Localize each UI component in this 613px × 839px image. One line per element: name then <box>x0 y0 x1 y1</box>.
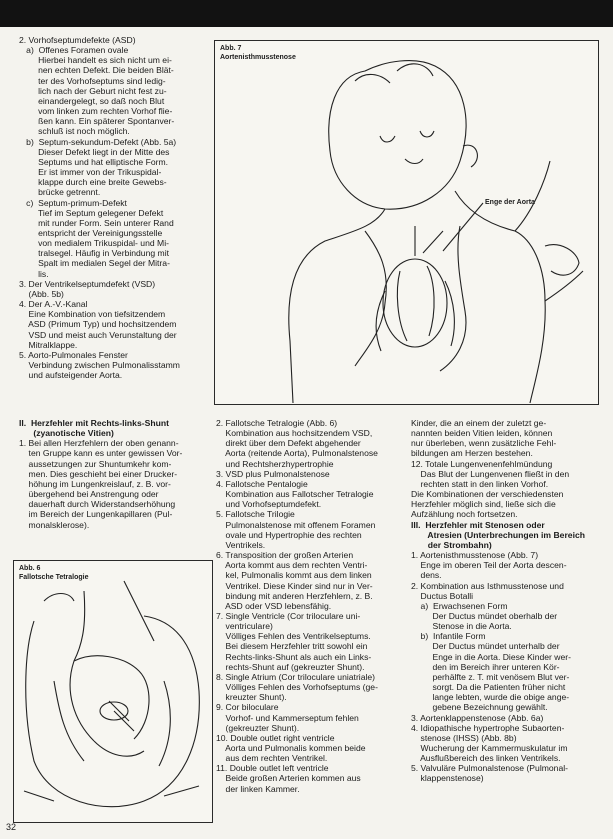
text-line: (Abb. 5b) <box>19 288 64 299</box>
text-line: sorgt. Da die Patienten früher nicht <box>411 682 566 693</box>
text-line: Hierbei handelt es sich nicht um ei- <box>19 55 172 66</box>
text-line: b) Septum-sekundum-Defekt (Abb. 5a) <box>19 136 177 147</box>
text-line: Aorta (reitende Aorta), Pulmonalstenose <box>216 448 378 459</box>
text-line: rechts-Shunt auf (gekreuzter Shunt). <box>216 661 365 672</box>
text-line: Herzfehler möglich sind, ließe sich die <box>411 499 556 510</box>
text-line: VSD und meist auch Verunstaltung der <box>19 329 177 340</box>
text-line: Tief im Septum gelegener Defekt <box>19 207 164 218</box>
text-line: Das Blut der Lungenvenen fließt in den <box>411 468 570 479</box>
page-header-bar <box>0 0 613 27</box>
figure-7-subtitle: Aortenisthmusstenose <box>220 54 296 61</box>
text-line: c) Septum-primum-Defekt <box>19 197 127 208</box>
text-line: im Bereich der Lungenkapillaren (Pul- <box>19 509 173 520</box>
text-line: Völliges Fehlen des Vorhofseptums (ge- <box>216 682 378 693</box>
figure-6 <box>13 560 213 823</box>
text-line: Spalt im medialen Segel der Mitra- <box>19 258 170 269</box>
text-line: Kinder, die an einem der zuletzt ge- <box>411 418 547 428</box>
text-line: Er ist immer von der Trikuspidal- <box>19 167 162 178</box>
text-line: Ventrikel. Diese Kinder sind nur in Ver- <box>216 580 373 591</box>
text-line: schluß ist noch möglich. <box>19 126 130 137</box>
text-line: ter des Vorhofseptums sind ledig- <box>19 75 166 86</box>
text-line: b) Infantile Form <box>411 631 486 642</box>
text-line: vom linken zum rechten Vorhof flie- <box>19 106 173 117</box>
text-line: Vorhof- und Kammerseptum fehlen <box>216 712 359 723</box>
text-line: ßen kann. Ein späterer Spontanver- <box>19 116 175 127</box>
text-line: Septums und hat elliptische Form. <box>19 156 169 167</box>
text-line: von medialem Trikuspidal- und Mi- <box>19 238 169 249</box>
text-line: klappenstenose) <box>411 773 484 784</box>
text-line: rechten statt in den linken Vorhof. <box>411 478 549 489</box>
column-3 <box>411 418 611 784</box>
text-line: Ausflußbereich des linken Ventrikels. <box>411 753 561 764</box>
figure-7-label: Enge der Aorta <box>485 199 535 206</box>
text-line: Aorta kommt aus dem rechten Ventri- <box>216 560 368 571</box>
text-line: Enge in die Aorta. Diese Kinder wer- <box>411 651 572 662</box>
text-line: Die Kombinationen der verschiedensten <box>411 489 564 500</box>
text-line: Mitralklappe. <box>19 339 78 350</box>
text-line: 9. Cor biloculare <box>216 702 279 713</box>
text-line: nur überleben, wenn zusätzliche Fehl- <box>411 438 557 449</box>
fallot-heart-illustration <box>14 561 212 822</box>
text-line: 7. Single Ventricle (Cor triloculare uni- <box>216 610 361 621</box>
text-line: Eine Kombination von tiefsitzendem <box>19 309 166 320</box>
text-line: Stenose in die Aorta. <box>411 621 512 632</box>
text-line: Dieser Defekt liegt in der Mitte des <box>19 146 170 157</box>
text-line: monalsklerose). <box>19 519 90 530</box>
text-line: II. Herzfehler mit Rechts-links-Shunt <box>19 418 169 428</box>
text-line: mit runder Form. Sein unterer Rand <box>19 217 174 228</box>
figure-6-subtitle: Fallotsche Tetralogie <box>19 574 89 581</box>
text-line: bildungen am Herzen bestehen. <box>411 448 533 459</box>
text-line: Rechts-links-Shunt als auch ein Links- <box>216 651 372 662</box>
text-line: Kombination aus Fallotscher Tetralogie <box>216 489 374 500</box>
text-line: men. Dies geschieht bei einer Drucker- <box>19 468 178 479</box>
text-line: Aufzählung noch fortsetzen. <box>411 509 518 520</box>
text-line: kreuzter Shunt). <box>216 692 287 703</box>
text-line: den im Bereich ihrer unteren Kör- <box>411 661 560 672</box>
text-line: 1. Bei allen Herzfehlern der oben genann- <box>19 438 179 449</box>
text-line: ventriculare) <box>216 621 273 632</box>
text-line: der Strombahn) <box>411 539 492 550</box>
text-line: Enge im oberen Teil der Aorta descen- <box>411 560 567 571</box>
text-line: 5. Fallotsche Trilogie <box>216 509 295 520</box>
text-line: ASD oder VSD lebensfähig. <box>216 600 332 611</box>
text-line: stenose (IHSS) (Abb. 8b) <box>411 732 517 743</box>
text-line: aus dem rechten Ventrikel. <box>216 753 328 764</box>
text-line: (zyanotische Vitien) <box>19 428 114 439</box>
text-line: 3. VSD plus Pulmonalstenose <box>216 468 330 479</box>
column-2 <box>216 418 412 794</box>
text-line: aussetzungen zur Shuntumkehr kom- <box>19 458 172 469</box>
text-line: bindung mit anderen Herzfehlern, z. B. <box>216 590 373 601</box>
text-line: 10. Double outlet right ventricle <box>216 732 335 743</box>
text-line: nannten beiden Vitien leiden, können <box>411 428 553 439</box>
text-line: 1. Aortenisthmusstenose (Abb. 7) <box>411 550 539 561</box>
text-line: Der Ductus mündet unterhalb der <box>411 641 560 652</box>
text-line: 3. Aortenklappenstenose (Abb. 6a) <box>411 712 544 723</box>
text-line: Wucherung der Kammermuskulatur im <box>411 743 568 753</box>
text-line: dens. <box>411 570 442 581</box>
text-line: Ventrikels. <box>216 539 266 550</box>
figure-7-title: Abb. 7 <box>220 45 242 52</box>
text-line: 4. Fallotsche Pentalogie <box>216 478 308 489</box>
text-line: Völliges Fehlen des Ventrikelseptums. <box>216 631 371 642</box>
text-line: Kombination aus hochsitzendem VSD, <box>216 428 373 439</box>
text-line: 3. Der Ventrikelseptumdefekt (VSD) <box>19 278 156 289</box>
text-line: entspricht der Vereinigungsstelle <box>19 227 163 238</box>
text-line: gebene Bezeichnung gewählt. <box>411 702 548 713</box>
text-line: III. Herzfehler mit Stenosen oder <box>411 519 545 530</box>
column-1-bottom <box>19 418 212 530</box>
column-1-top <box>19 35 212 380</box>
text-line: klappe durch eine breite Gewebs- <box>19 177 167 188</box>
figure-7 <box>214 40 599 405</box>
text-line: und Vorhofseptumdefekt. <box>216 499 322 510</box>
text-line: und aufsteigender Aorta. <box>19 370 123 381</box>
text-line: Bei diesem Herzfehler tritt sowohl ein <box>216 641 368 652</box>
text-line: lis. <box>19 268 49 279</box>
text-line: 5. Valvuläre Pulmonalstenose (Pulmonal- <box>411 763 568 774</box>
page-number: 32 <box>6 822 17 832</box>
text-line: übergehend bei Anstrengung oder <box>19 489 159 500</box>
text-line: 2. Fallotsche Tetralogie (Abb. 6) <box>216 418 338 428</box>
text-line: ovale und Hypertrophie des rechten <box>216 529 362 540</box>
text-line: Atresien (Unterbrechungen im Bereich <box>411 529 585 540</box>
text-line: Der Ductus mündet oberhalb der <box>411 610 558 621</box>
text-line: direkt über dem Defekt abgehender <box>216 438 361 449</box>
text-line: Pulmonalstenose mit offenem Foramen <box>216 519 376 530</box>
text-line: 4. Der A.-V.-Kanal <box>19 299 88 310</box>
text-line: dauerhaft durch Widerstandserhöhung <box>19 499 176 510</box>
text-line: a) Erwachsenen Form <box>411 600 508 611</box>
figure-6-title: Abb. 6 <box>19 565 41 572</box>
text-line: ASD (Primum Typ) und hochsitzendem <box>19 319 177 330</box>
text-line: höhung im Lungenkreislauf, z. B. vor- <box>19 478 171 489</box>
text-line: a) Offenes Foramen ovale <box>19 45 129 56</box>
text-line: einandergelegt, so daß noch Blut <box>19 95 165 106</box>
text-line: 8. Single Atrium (Cor triloculare uniatriale) <box>216 671 376 682</box>
text-line: lange lebten, wurde die obige ange- <box>411 692 570 703</box>
child-heart-illustration <box>215 41 598 404</box>
text-line: 6. Transposition der großen Arterien <box>216 550 354 561</box>
text-line: Verbindung zwischen Pulmonalisstamm <box>19 360 180 370</box>
text-line: 2. Kombination aus Isthmusstenose und <box>411 580 564 591</box>
text-line: 4. Idiopathische hypertrophe Subaorten- <box>411 722 565 733</box>
text-line: der linken Kammer. <box>216 783 300 794</box>
text-line: 2. Vorhofseptumdefekte (ASD) <box>19 35 136 45</box>
text-line: Ductus Botalli <box>411 590 474 601</box>
text-line: nen echten Defekt. Die beiden Blät- <box>19 65 174 76</box>
text-line: lich nach der Geburt nicht fest zu- <box>19 85 167 96</box>
text-line: Aorta und Pulmonalis kommen beide <box>216 743 366 753</box>
text-line: brücke getrennt. <box>19 187 101 198</box>
text-line: (gekreuzter Shunt). <box>216 722 300 733</box>
text-line: 11. Double outlet left ventricle <box>216 763 329 774</box>
text-line: perhälfte z. T. mit venösem Blut ver- <box>411 671 570 682</box>
text-line: Beide großen Arterien kommen aus <box>216 773 361 784</box>
text-line: tralsegel. Häufig in Verbindung mit <box>19 248 169 259</box>
text-line: kel, Pulmonalis kommt aus dem linken <box>216 570 372 581</box>
text-line: ten Gruppe kann es unter gewissen Vor- <box>19 448 183 459</box>
text-line: 12. Totale Lungenvenenfehlmündung <box>411 458 553 469</box>
text-line: und Rechtsherzhypertrophie <box>216 458 334 469</box>
text-line: 5. Aorto-Pulmonales Fenster <box>19 349 128 360</box>
